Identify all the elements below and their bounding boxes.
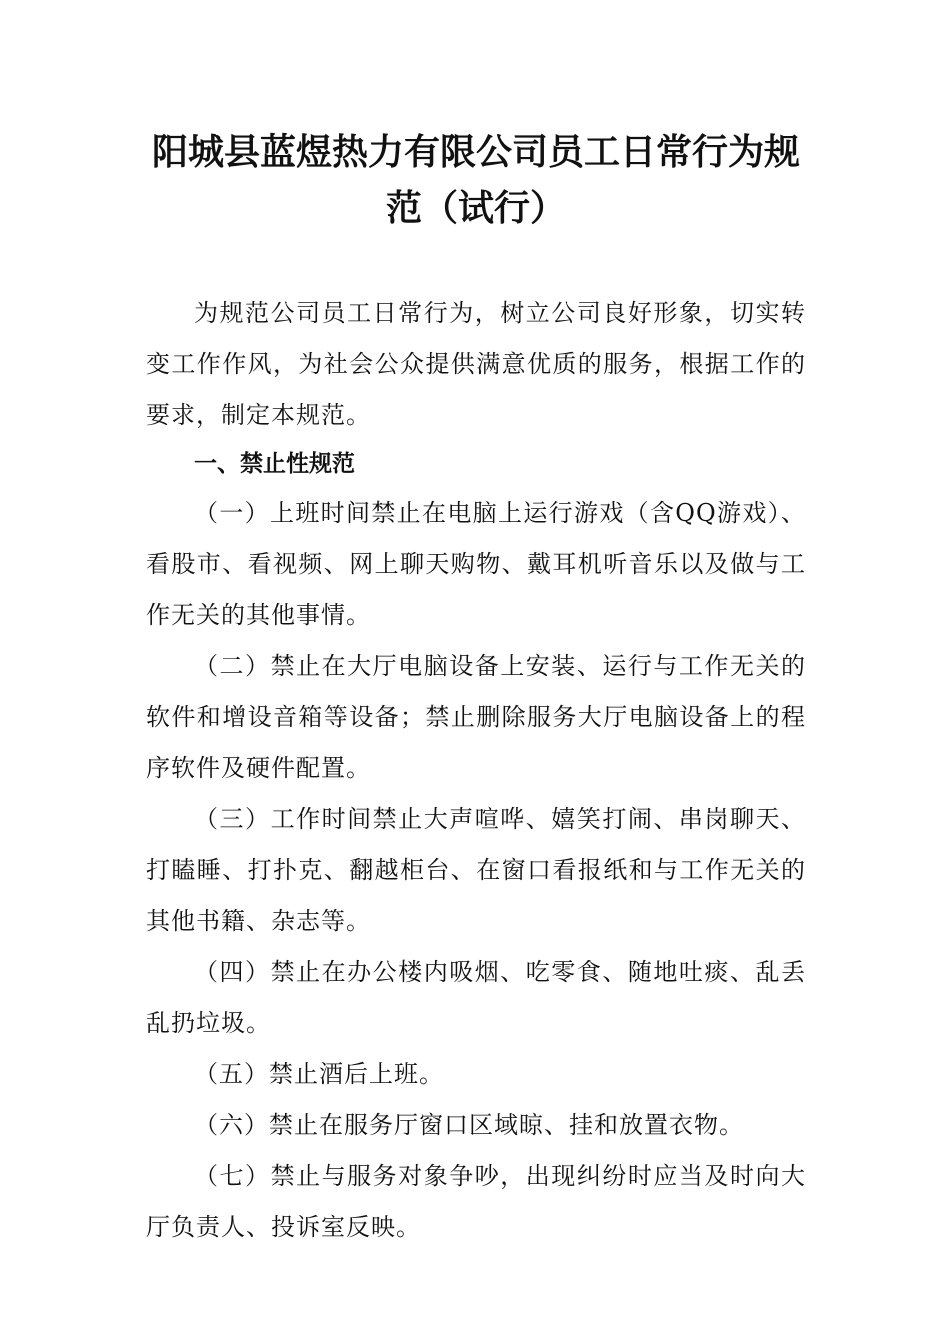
rule-item-2: （二）禁止在大厅电脑设备上安装、运行与工作无关的软件和增设音箱等设备；禁止删除服务大厅电脑设备上的程序软件及硬件配置。 — [146, 652, 806, 782]
intro-paragraph: 为规范公司员工日常行为，树立公司良好形象，切实转变工作作风，为社会公众提供满意优质的服务，根据工作的要求，制定本规范。 — [146, 299, 806, 429]
document-body — [146, 288, 806, 1253]
rule-item-6: （六）禁止在服务厅窗口区域晾、挂和放置衣物。 — [194, 1111, 744, 1139]
rule-item-7: （七）禁止与服务对象争吵，出现纠纷时应当及时向大厅负责人、投诉室反映。 — [146, 1162, 806, 1241]
rule-item-5: （五）禁止酒后上班。 — [194, 1060, 444, 1088]
document-page — [146, 124, 806, 1253]
rule-item-3: （三）工作时间禁止大声喧哗、嬉笑打闹、串岗聊天、打瞌睡、打扑克、翻越柜台、在窗口看报纸和与工作无关的其他书籍、杂志等。 — [146, 805, 806, 935]
rule-item-4: （四）禁止在办公楼内吸烟、吃零食、随地吐痰、乱丢乱扔垃圾。 — [146, 958, 806, 1037]
section-heading: 一、禁止性规范 — [194, 451, 355, 477]
rule-item-1: （一）上班时间禁止在电脑上运行游戏（含QQ游戏）、看股市、看视频、网上聊天购物、戴耳机听音乐以及做与工作无关的其他事情。 — [146, 499, 806, 629]
document-title: 阳城县蓝煜热力有限公司员工日常行为规范（试行） — [151, 131, 800, 229]
